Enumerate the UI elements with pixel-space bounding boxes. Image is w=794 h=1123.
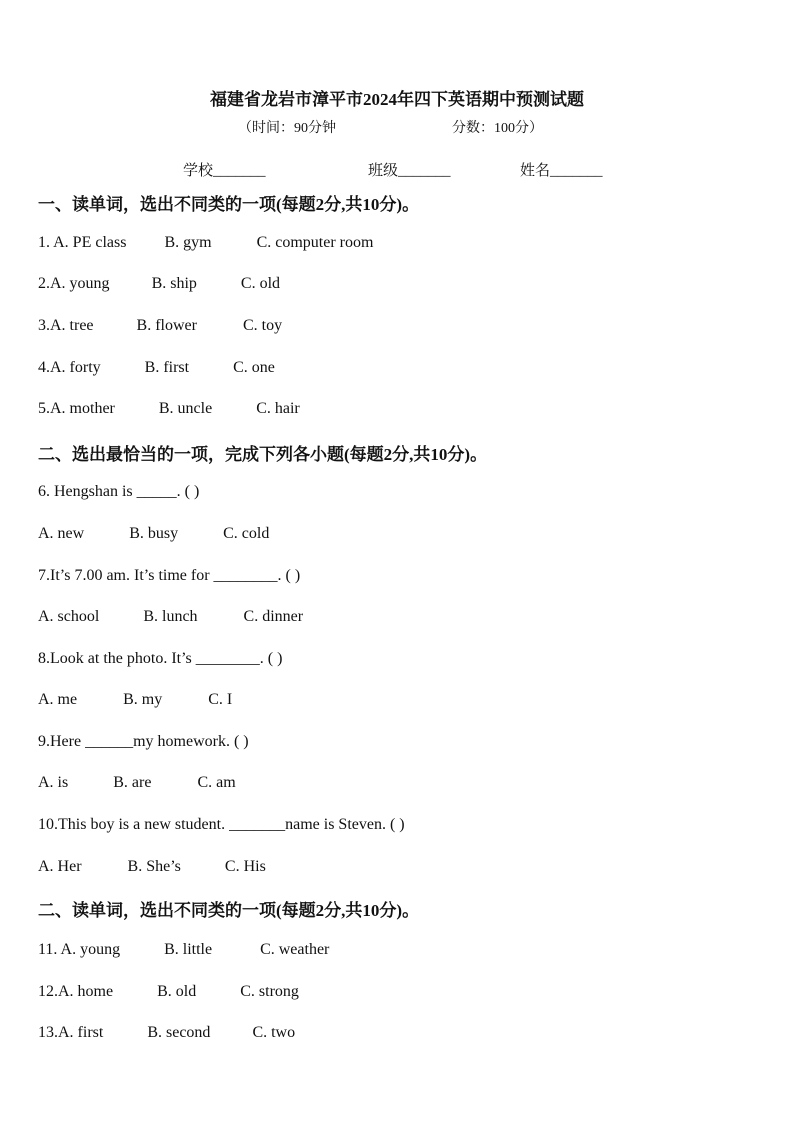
class-field: 班级_______ bbox=[368, 163, 451, 179]
option: B. second bbox=[147, 1024, 211, 1041]
option: B. are bbox=[113, 774, 152, 791]
question-line bbox=[38, 359, 275, 377]
option: C. weather bbox=[260, 941, 330, 958]
question-stem: 8.Look at the photo. It’s ________. ( ) bbox=[38, 650, 283, 667]
option: B. first bbox=[144, 359, 190, 376]
option: C. dinner bbox=[243, 608, 304, 625]
question-stem: 11. A. young bbox=[38, 941, 121, 958]
question-line bbox=[38, 400, 300, 418]
option: C. hair bbox=[256, 400, 300, 417]
question-stem: 5.A. mother bbox=[38, 400, 115, 417]
option: B. old bbox=[157, 983, 197, 1000]
option: A. new bbox=[38, 525, 85, 542]
section-heading: 一、读单词，选出不同类的一项(每题2分,共10分)。 bbox=[38, 195, 420, 214]
options-line bbox=[38, 608, 303, 626]
question-line bbox=[38, 317, 282, 335]
section-heading: 二、选出最恰当的一项，完成下列各小题(每题2分,共10分)。 bbox=[38, 445, 488, 464]
options-line bbox=[38, 858, 266, 876]
exam-time: （时间：90分钟 bbox=[238, 121, 336, 136]
option: B. little bbox=[164, 941, 213, 958]
question-stem: 1. A. PE class bbox=[38, 234, 127, 251]
options-line bbox=[38, 525, 269, 543]
option: B. my bbox=[123, 691, 163, 708]
option: C. His bbox=[224, 858, 266, 875]
option: B. flower bbox=[136, 317, 197, 334]
page-title: 福建省龙岩市漳平市2024年四下英语期中预测试题 bbox=[210, 90, 584, 109]
option: C. one bbox=[233, 359, 275, 376]
name-field: 姓名_______ bbox=[520, 163, 603, 179]
section-heading: 二、读单词，选出不同类的一项(每题2分,共10分)。 bbox=[38, 901, 420, 920]
question-stem: 9.Here ______my homework. ( ) bbox=[38, 733, 249, 750]
question-stem: 6. Hengshan is _____. ( ) bbox=[38, 483, 200, 500]
options-line bbox=[38, 774, 236, 792]
option: B. ship bbox=[151, 275, 197, 292]
question-stem: 3.A. tree bbox=[38, 317, 94, 334]
exam-score: 分数：100分） bbox=[452, 121, 543, 136]
option: A. Her bbox=[38, 858, 82, 875]
question-stem: 13.A. first bbox=[38, 1024, 104, 1041]
option: B. uncle bbox=[158, 400, 213, 417]
question-line bbox=[38, 234, 373, 252]
question-stem: 12.A. home bbox=[38, 983, 114, 1000]
option: C. strong bbox=[240, 983, 299, 1000]
option: C. computer room bbox=[256, 234, 374, 251]
question-line bbox=[38, 941, 329, 959]
option: B. busy bbox=[129, 525, 179, 542]
option: B. lunch bbox=[143, 608, 198, 625]
option: C. am bbox=[197, 774, 236, 791]
option: B. She’s bbox=[127, 858, 181, 875]
question-line bbox=[38, 983, 299, 1001]
option: C. I bbox=[208, 691, 233, 708]
question-stem: 2.A. young bbox=[38, 275, 110, 292]
question-line bbox=[38, 1024, 295, 1042]
question-stem: 7.It’s 7.00 am. It’s time for ________. ( ) bbox=[38, 567, 301, 584]
option: A. is bbox=[38, 774, 69, 791]
question-stem: 4.A. forty bbox=[38, 359, 101, 376]
option: B. gym bbox=[164, 234, 212, 251]
option: C. two bbox=[252, 1024, 296, 1041]
options-line bbox=[38, 691, 232, 709]
school-field: 学校_______ bbox=[183, 163, 266, 179]
option: A. me bbox=[38, 691, 78, 708]
question-stem: 10.This boy is a new student. _______name is Steven. ( ) bbox=[38, 816, 405, 833]
option: C. toy bbox=[242, 317, 283, 334]
question-line bbox=[38, 275, 280, 293]
option: C. cold bbox=[223, 525, 270, 542]
option: A. school bbox=[38, 608, 100, 625]
option: C. old bbox=[240, 275, 281, 292]
